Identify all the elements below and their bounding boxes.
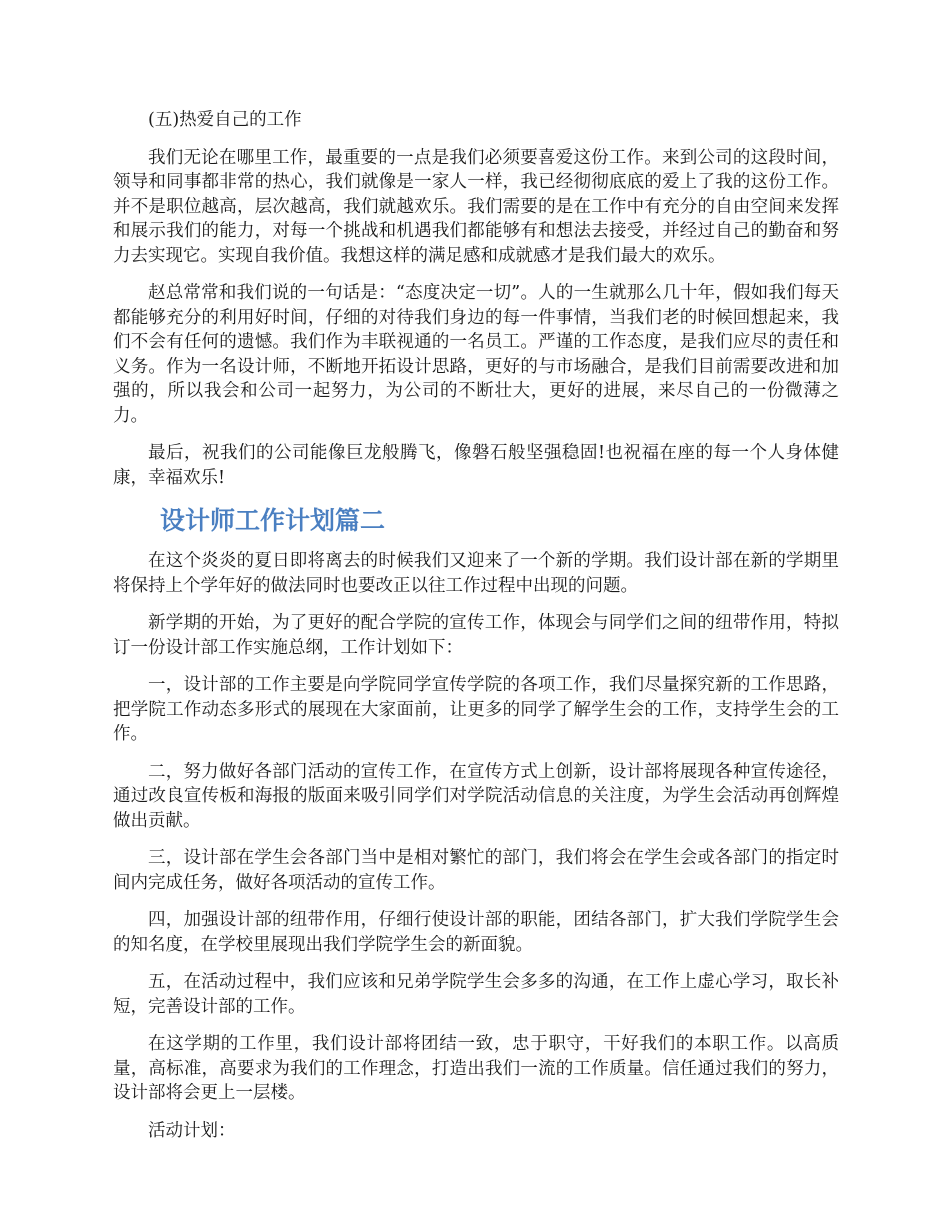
paragraph: 最后，祝我们的公司能像巨龙般腾飞，像磐石般坚强稳固!也祝福在座的每一个人身体健康，幸福欢乐! xyxy=(113,443,839,488)
paragraph: 活动计划： xyxy=(148,1120,236,1141)
paragraph: 我们无论在哪里工作，最重要的一点是我们必须要喜爱这份工作。来到公司的这段时间，领导和同事都非常的热心，我们就像是一家人一样，我已经彻彻底底的爱上了我的这份工作。并不是职位越高，层次越高，我们就越欢乐。我们需要的是在工作中有充分的自由空间来发挥和展示我们的能力，对每一个挑战和机遇我们都能够有和想法去接受，并经过自己的勤奋和努力去实现它。实现自我价值。我想这样的满足感和成就感才是我们最大的欢乐。 xyxy=(113,147,839,266)
paragraph: 一，设计部的工作主要是向学院同学宣传学院的各项工作，我们尽量探究新的工作思路，把学院工作动态多形式的展现在大家面前，让更多的同学了解学生会的工作，支持学生会的工作。 xyxy=(113,675,839,744)
paragraph: 三，设计部在学生会各部门当中是相对繁忙的部门，我们将会在学生会或各部门的指定时间内完成任务，做好各项活动的宣传工作。 xyxy=(113,848,839,893)
document-page xyxy=(113,108,839,1143)
section-title: 设计师工作计划篇二 xyxy=(160,506,386,535)
paragraph: 二，努力做好各部门活动的宣传工作，在宣传方式上创新，设计部将展现各种宣传途径，通过改良宣传板和海报的版面来吸引同学们对学院活动信息的关注度，为学生会活动再创辉煌做出贡献。 xyxy=(113,761,839,831)
paragraph: 在这个炎炎的夏日即将离去的时候我们又迎来了一个新的学期。我们设计部在新的学期里将保持上个学年好的做法同时也要改正以往工作过程中出现的问题。 xyxy=(113,551,839,596)
section-heading: (五)热爱自己的工作 xyxy=(148,110,302,130)
paragraph: 五，在活动过程中，我们应该和兄弟学院学生会多多的沟通，在工作上虚心学习，取长补短，完善设计部的工作。 xyxy=(113,972,839,1017)
paragraph: 新学期的开始，为了更好的配合学院的宣传工作，体现会与同学们之间的纽带作用，特拟订一份设计部工作实施总纲，工作计划如下： xyxy=(113,613,839,658)
paragraph: 赵总常常和我们说的一句话是：“态度决定一切”。人的一生就那么几十年，假如我们每天都能够充分的利用好时间，仔细的对待我们身边的每一件事情，当我们老的时候回想起来，我们不会有任何的遗憾。我们作为丰联视通的一名员工。严谨的工作态度，是我们应尽的责任和义务。作为一名设计师，不断地开拓设计思路，更好的与市场融合，是我们目前需要改进和加强的，所以我会和公司一起努力，为公司的不断壮大，更好的进展，来尽自己的一份微薄之力。 xyxy=(113,283,839,426)
paragraph: 在这学期的工作里，我们设计部将团结一致，忠于职守，干好我们的本职工作。以高质量，高标准，高要求为我们的工作理念，打造出我们一流的工作质量。信任通过我们的努力，设计部将会更上一层楼。 xyxy=(113,1034,839,1103)
paragraph: 四，加强设计部的纽带作用，仔细行使设计部的职能，团结各部门，扩大我们学院学生会的知名度，在学校里展现出我们学院学生会的新面貌。 xyxy=(113,910,839,955)
